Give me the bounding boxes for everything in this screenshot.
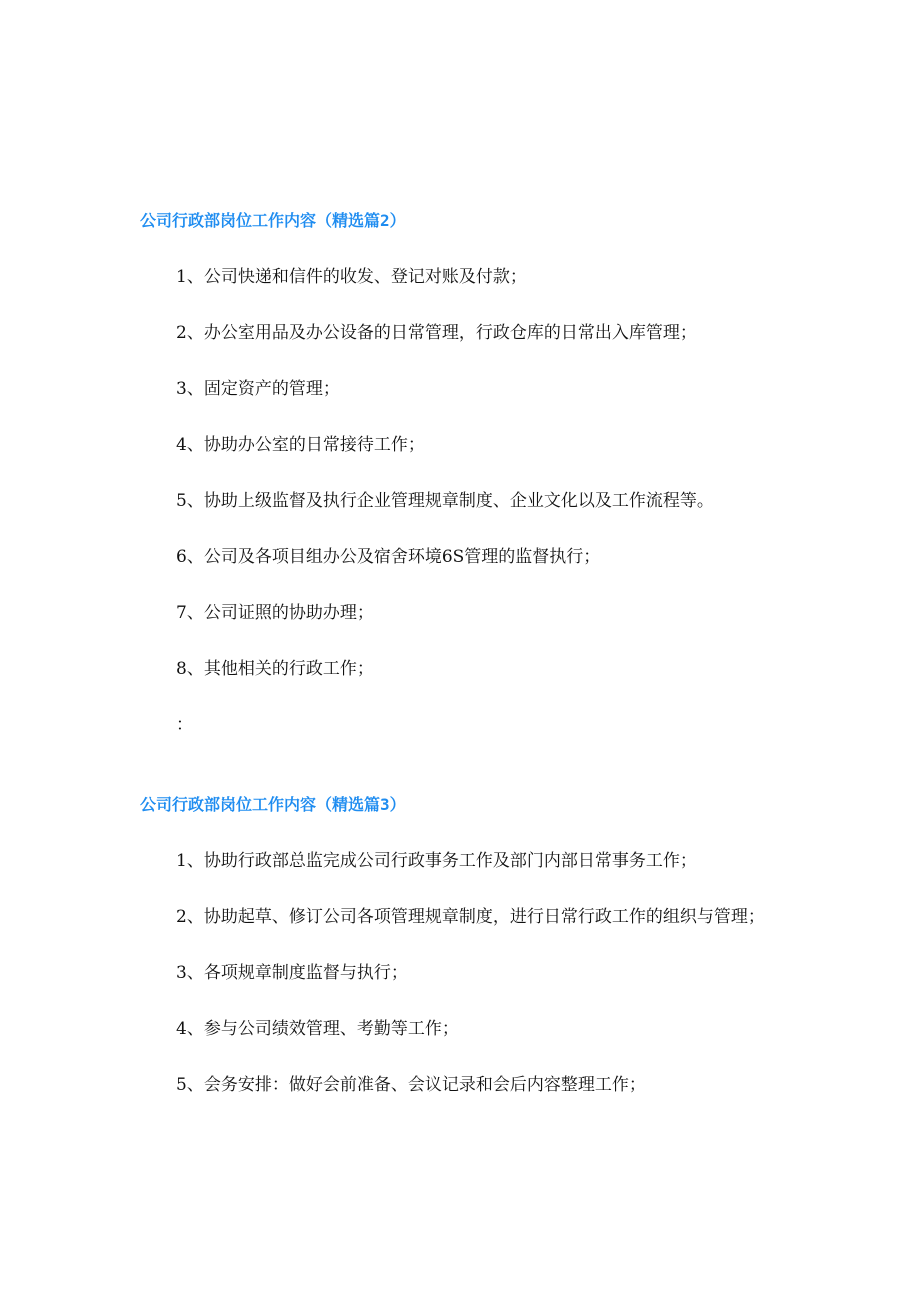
list-item: 5、协助上级监督及执行企业管理规章制度、企业文化以及工作流程等。 [176, 491, 714, 511]
section-heading: 公司行政部岗位工作内容（精选篇2） [140, 211, 406, 230]
list-item: 1、协助行政部总监完成公司行政事务工作及部门内部日常事务工作； [176, 851, 697, 871]
list-item: 3、各项规章制度监督与执行； [176, 963, 408, 983]
list-item: 6、公司及各项目组办公及宿舍环境6S管理的监督执行； [176, 547, 601, 567]
list-item: 7、公司证照的协助办理； [176, 603, 374, 623]
section-heading: 公司行政部岗位工作内容（精选篇3） [140, 795, 406, 814]
list-item: 2、协助起草、修订公司各项管理规章制度，进行日常行政工作的组织与管理； [176, 907, 765, 927]
list-item: 2、办公室用品及办公设备的日常管理，行政仓库的日常出入库管理； [176, 323, 697, 343]
list-item: 5、会务安排：做好会前准备、会议记录和会后内容整理工作； [176, 1075, 646, 1095]
list-item: ： [176, 715, 193, 735]
list-item: 8、其他相关的行政工作； [176, 659, 374, 679]
list-item: 1、公司快递和信件的收发、登记对账及付款； [176, 267, 527, 287]
document-page [140, 201, 782, 1121]
list-item: 4、参与公司绩效管理、考勤等工作； [176, 1019, 459, 1039]
list-item: 3、固定资产的管理； [176, 379, 340, 399]
list-item: 4、协助办公室的日常接待工作； [176, 435, 425, 455]
